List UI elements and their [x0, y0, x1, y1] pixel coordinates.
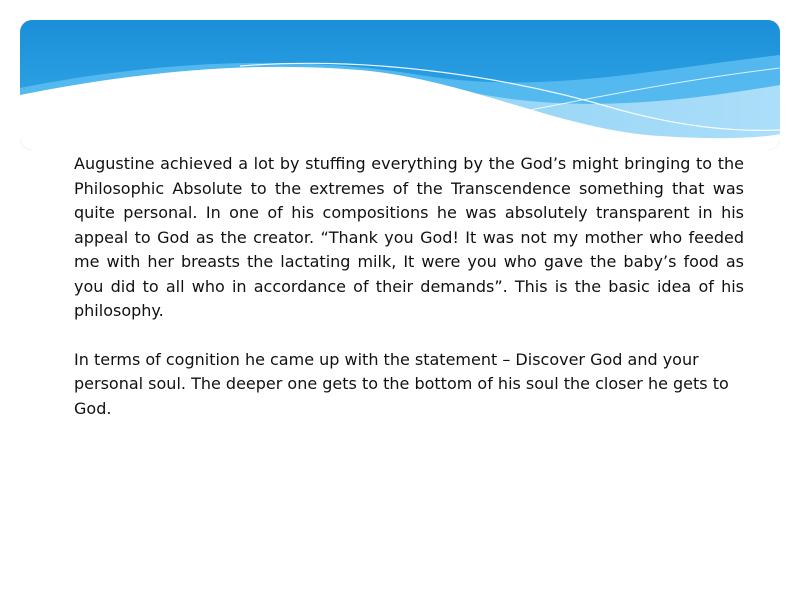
paragraph-augustine-intro: Augustine achieved a lot by stuffing everything by the God’s might bringing to the Philosophic Absolute to the extremes of the Transcendence something that was quite personal. In one of his compositions he was absolutely transparent in his appeal to God as the creator. “Thank you God! It was not my mother who feeded me with her breasts the lactating milk, It were you who gave the baby’s food as you did to all who in accordance of their demands”. This is the basic idea of his philosophy. — [74, 154, 744, 320]
slide-body-text — [74, 152, 744, 421]
wave-header-banner — [0, 0, 800, 150]
paragraph-cognition: In terms of cognition he came up with the statement – Discover God and your personal soul. The deeper one gets to the bottom of his soul the closer he gets to God. — [74, 349, 729, 418]
